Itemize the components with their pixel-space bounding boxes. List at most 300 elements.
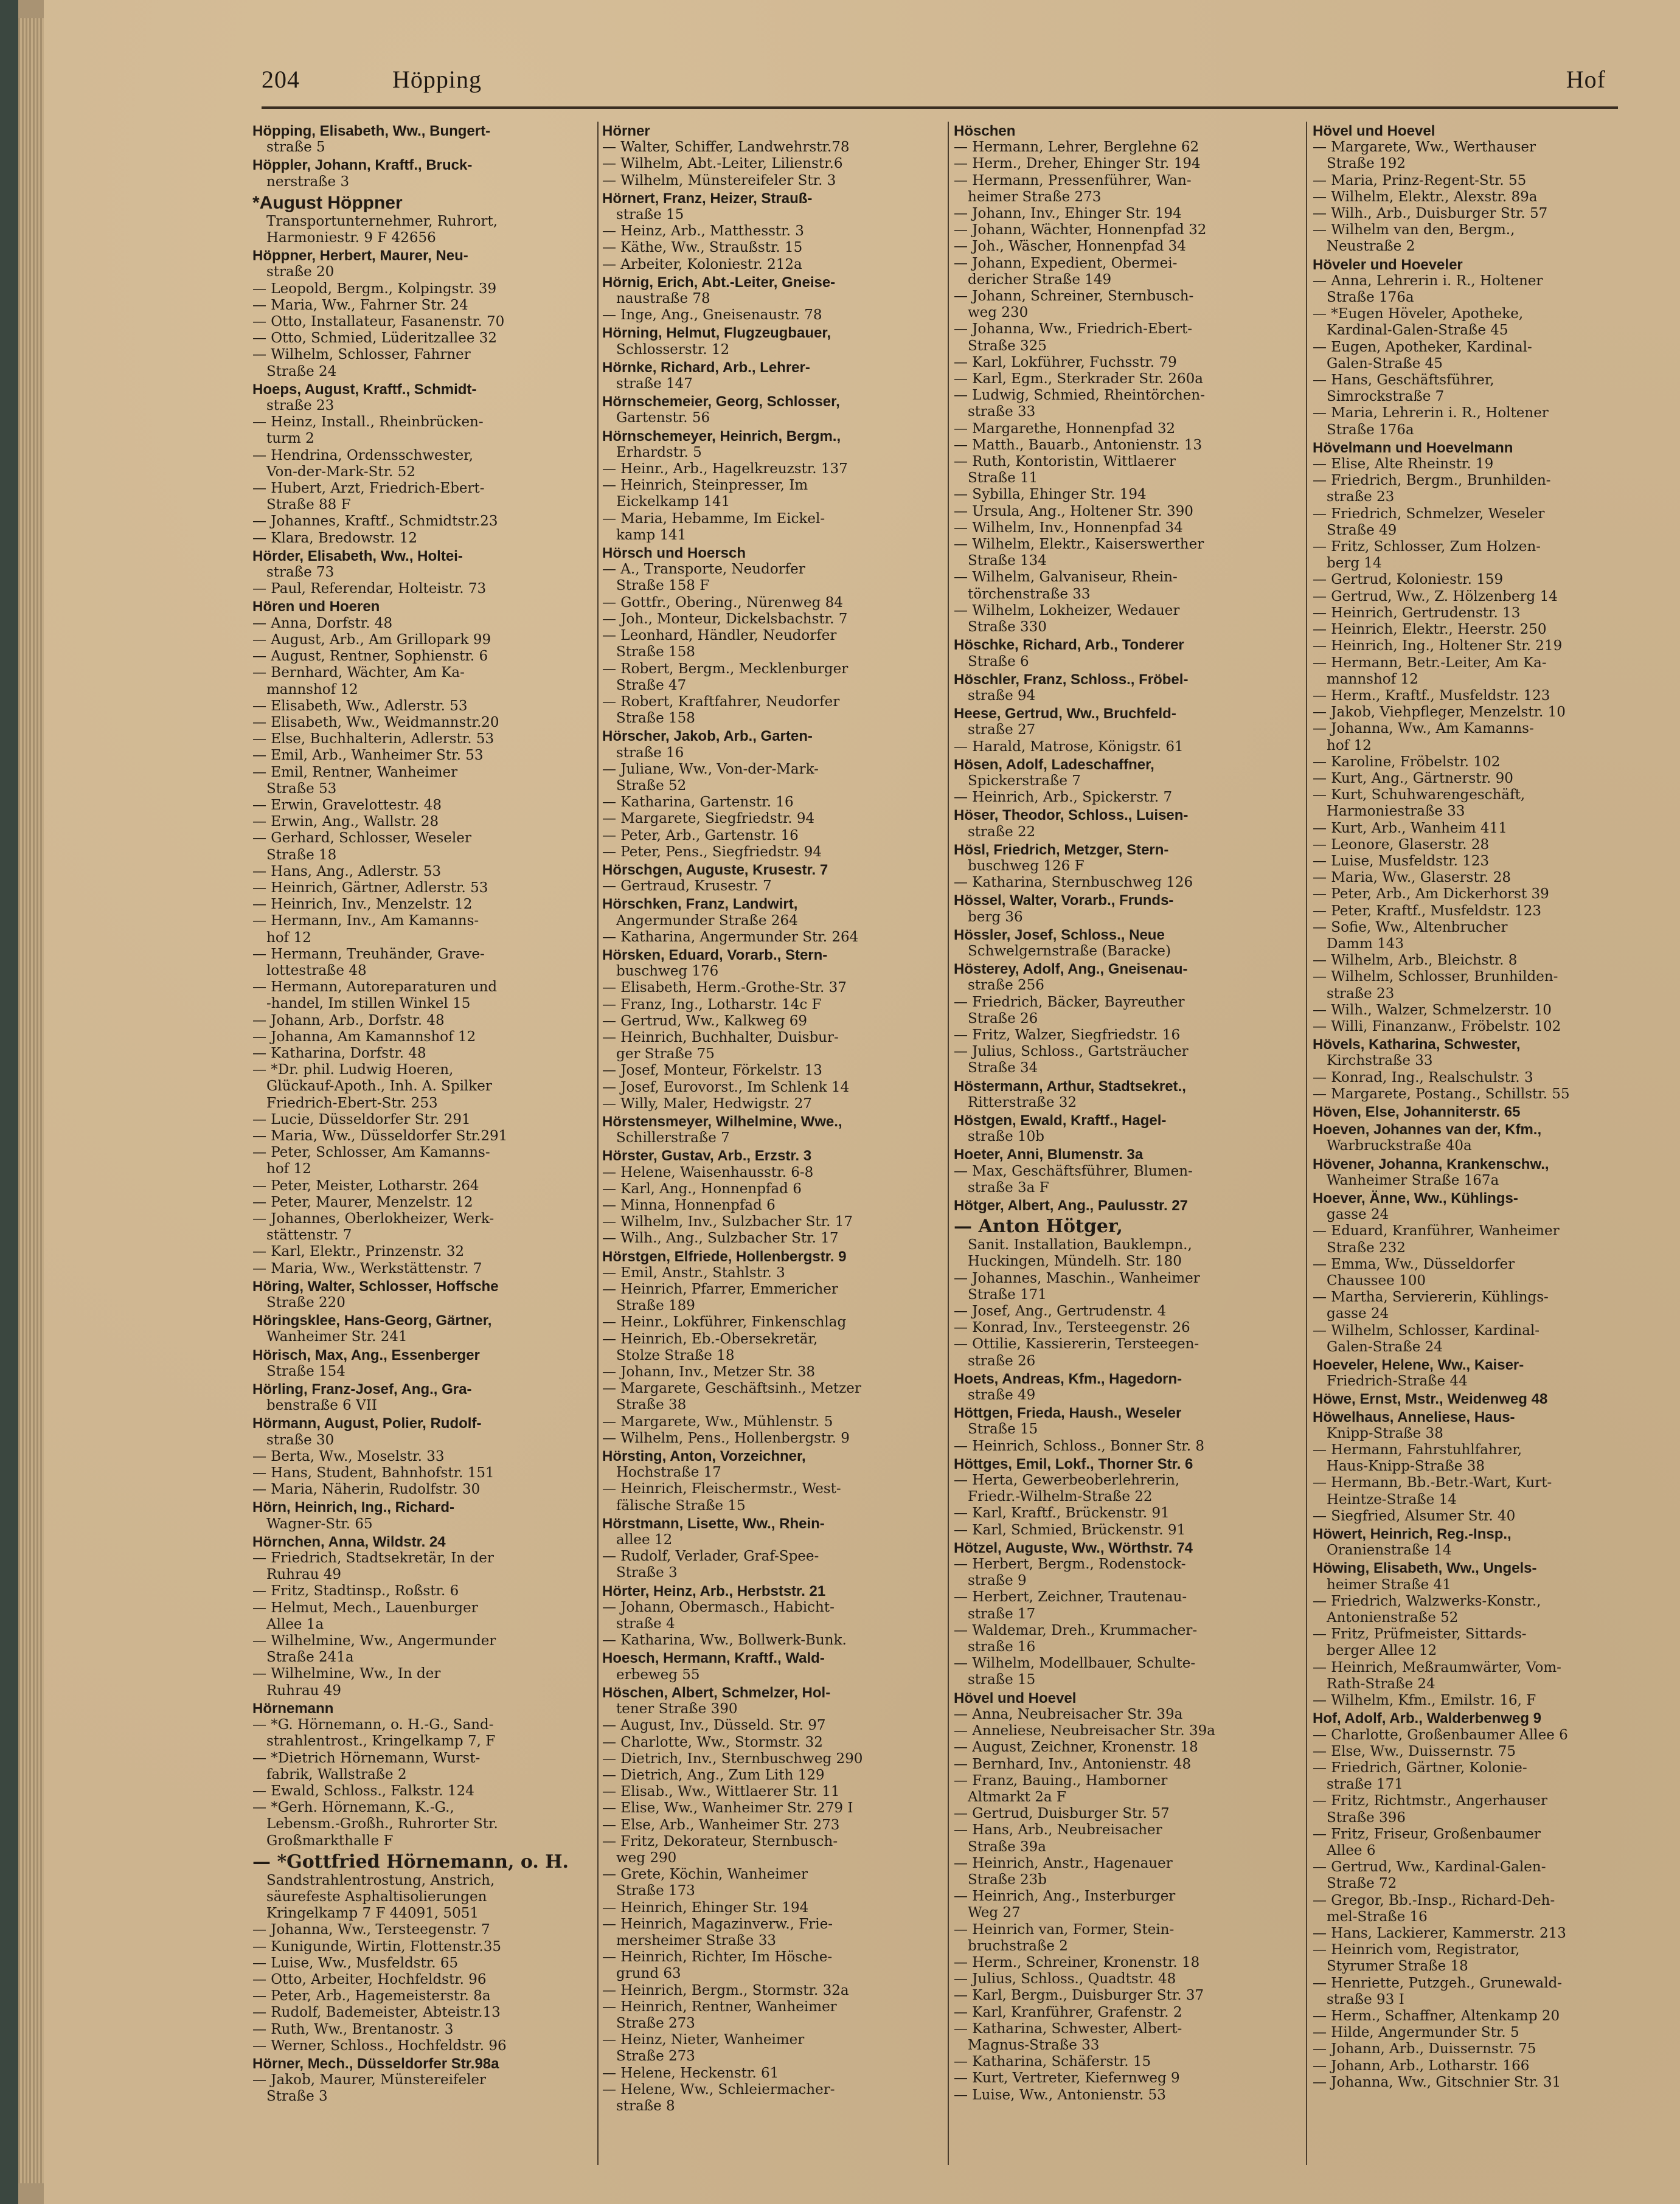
directory-entry-line: — Hermann, Autoreparaturen und — [252, 979, 498, 996]
directory-entry-line: Höser, Theodor, Schloss., Luisen- — [954, 807, 1189, 824]
directory-entry-line: Straße 3 — [602, 1565, 678, 1581]
directory-entry-line: Hof, Adolf, Arb., Walderbenweg 9 — [1313, 1710, 1542, 1727]
directory-entry-line: Hörmann, August, Polier, Rudolf- — [252, 1415, 482, 1432]
directory-entry-line: Höschen, Albert, Schmelzer, Hol- — [602, 1684, 831, 1701]
directory-entry-line: — Otto, Arbeiter, Hochfeldstr. 96 — [252, 1971, 487, 1987]
directory-entry-line: hof 12 — [1313, 737, 1372, 754]
directory-entry-line: — Willi, Finanzanw., Fröbelstr. 102 — [1313, 1018, 1561, 1034]
directory-entry-line: Hörster, Gustav, Arb., Erzstr. 3 — [602, 1148, 812, 1165]
directory-entry-line: straße 93 I — [1313, 1991, 1404, 2008]
directory-entry-line: — Karl, Schmied, Brückenstr. 91 — [954, 1522, 1186, 1538]
directory-entry-line: — Otto, Installateur, Fasanenstr. 70 — [252, 314, 505, 330]
directory-entry-line: hof 12 — [252, 929, 311, 946]
directory-entry-line: Straße 26 — [954, 1010, 1038, 1027]
directory-entry-line: — Gottfr., Obering., Nürenweg 84 — [602, 594, 843, 611]
directory-entry-line: — Gertrud, Duisburger Str. 57 — [954, 1806, 1170, 1822]
directory-entry-line: Höringsklee, Hans-Georg, Gärtner, — [252, 1312, 492, 1329]
directory-entry-line: allee 12 — [602, 1532, 673, 1548]
directory-entry-line: — Inge, Ang., Gneisenaustr. 78 — [602, 307, 822, 324]
directory-entry-line: Hövelmann und Hoevelmann — [1313, 439, 1513, 456]
directory-entry-line: Spickerstraße 7 — [954, 772, 1081, 789]
directory-entry-line: — Maria, Ww., Fahrner Str. 24 — [252, 297, 468, 313]
directory-entry-line: stättenstr. 7 — [252, 1227, 352, 1244]
directory-entry-line: — Johann, Inv., Ehinger Str. 194 — [954, 206, 1182, 222]
directory-entry-line: hof 12 — [252, 1161, 311, 1177]
directory-entry-line: — Maria, Hebamme, Im Eickel- — [602, 510, 825, 527]
directory-entry-line: — Heinz, Nieter, Wanheimer — [602, 2032, 805, 2048]
directory-entry-line: heimer Straße 41 — [1313, 1576, 1451, 1593]
directory-entry-line: — Peter, Maurer, Menzelstr. 12 — [252, 1194, 473, 1210]
directory-entry-line: — Johann, Arb., Duissernstr. 75 — [1313, 2041, 1536, 2057]
directory-entry-line: — Herm., Schreiner, Kronenstr. 18 — [954, 1954, 1200, 1970]
directory-entry-line: Hoesch, Hermann, Kraftf., Wald- — [602, 1650, 825, 1667]
directory-entry-line: — Margarethe, Honnenpfad 32 — [954, 420, 1176, 437]
directory-entry-line: — Kurt, Schuhwarengeschäft, — [1313, 787, 1526, 803]
directory-entry-line: Hörling, Franz-Josef, Ang., Gra- — [252, 1381, 472, 1398]
directory-entry-line: — Julius, Schloss., Quadtstr. 48 — [954, 1971, 1176, 1987]
directory-entry-line: Straße 325 — [954, 338, 1047, 354]
directory-entry-line: — Martha, Serviererin, Kühlings- — [1313, 1289, 1549, 1306]
directory-entry-line: — Hermann, Bb.-Betr.-Wart, Kurt- — [1313, 1475, 1552, 1491]
directory-entry-line: Straße 330 — [954, 619, 1047, 636]
directory-entry-line: Kringelkamp 7 F 44091, 5051 — [252, 1905, 479, 1922]
directory-entry-line: Hössler, Josef, Schloss., Neue — [954, 926, 1165, 943]
directory-entry-line: — Jakob, Viehpfleger, Menzelstr. 10 — [1313, 704, 1566, 721]
directory-entry-line: — Peter, Arb., Am Dickerhorst 39 — [1313, 886, 1549, 903]
directory-entry-line: fabrik, Wallstraße 2 — [252, 1766, 407, 1783]
directory-entry-line: — *G. Hörnemann, o. H.-G., Sand- — [252, 1717, 494, 1733]
directory-entry-line: — Johann, Arb., Dorfstr. 48 — [252, 1012, 445, 1028]
directory-entry-line: straße 49 — [954, 1387, 1036, 1404]
directory-entry-line: Friedr.-Wilhelm-Straße 22 — [954, 1489, 1153, 1505]
directory-entry-line: — Arbeiter, Koloniestr. 212a — [602, 256, 802, 272]
directory-entry-line: — Karoline, Fröbelstr. 102 — [1313, 754, 1501, 770]
directory-entry-line: — Erwin, Ang., Wallstr. 28 — [252, 814, 439, 830]
directory-entry-line: straße 3a F — [954, 1179, 1049, 1196]
directory-entry-line: säurefeste Asphaltisolierungen — [252, 1888, 487, 1905]
directory-entry-line: — Franz, Bauing., Hamborner — [954, 1772, 1168, 1789]
directory-entry-line: — Matth., Bauarb., Antonienstr. 13 — [954, 437, 1203, 453]
directory-entry-line: Schillerstraße 7 — [602, 1130, 730, 1146]
directory-entry-line: — Wilhelm, Inv., Sulzbacher Str. 17 — [602, 1214, 853, 1230]
directory-entry-line: — Eduard, Kranführer, Wanheimer — [1313, 1223, 1560, 1239]
directory-entry-line: — August, Zeichner, Kronenstr. 18 — [954, 1739, 1198, 1756]
directory-entry-line: — Maria, Lehrerin i. R., Holtener — [1313, 405, 1549, 421]
directory-entry-line: — Karl, Bergm., Duisburger Str. 37 — [954, 1987, 1204, 2004]
directory-entry-line: — Konrad, Inv., Tersteegenstr. 26 — [954, 1320, 1190, 1336]
directory-entry-line: Straße 176a — [1313, 421, 1414, 438]
directory-entry-line: Hochstraße 17 — [602, 1464, 721, 1481]
directory-entry-line: — Margarete, Ww., Werthauser — [1313, 139, 1536, 156]
directory-entry-line: — Helene, Waisenhausstr. 6-8 — [602, 1164, 814, 1180]
directory-entry-line: — Lucie, Düsseldorfer Str. 291 — [252, 1111, 471, 1128]
directory-entry-line: benstraße 6 VII — [252, 1398, 377, 1414]
directory-entry-line: erbeweg 55 — [602, 1666, 700, 1683]
directory-entry-line: Hörschken, Franz, Landwirt, — [602, 896, 798, 913]
directory-entry-line: Straße 189 — [602, 1298, 695, 1314]
directory-entry-line: — Max, Geschäftsführer, Blumen- — [954, 1163, 1193, 1179]
directory-entry-line: Straße 273 — [602, 2015, 695, 2031]
directory-entry-line: — Heinrich, Bergm., Stormstr. 32a — [602, 1982, 849, 1998]
directory-entry-line: Warbruckstraße 40a — [1313, 1138, 1472, 1154]
directory-entry-line: bruchstraße 2 — [954, 1938, 1068, 1954]
directory-entry-line: — Emil, Rentner, Wanheimer — [252, 764, 458, 780]
directory-entry-line: — Luise, Ww., Musfeldstr. 65 — [252, 1955, 459, 1971]
directory-entry-line: — Heinrich, Pfarrer, Emmericher — [602, 1281, 838, 1298]
directory-entry-line: straße 33 — [954, 404, 1036, 420]
directory-entry-line: — Katharina, Sternbuschweg 126 — [954, 875, 1193, 891]
directory-entry-line: Hörstmann, Lisette, Ww., Rhein- — [602, 1515, 825, 1532]
directory-entry-line: Simrockstraße 7 — [1313, 389, 1445, 405]
directory-entry-line: Harmoniestr. 9 F 42656 — [252, 230, 436, 246]
directory-entry-line: — Heinz, Arb., Matthesstr. 3 — [602, 223, 804, 240]
directory-entry-line: — Katharina, Ww., Bollwerk-Bunk. — [602, 1632, 847, 1649]
directory-entry-line: Sandstrahlentrostung, Anstrich, — [252, 1872, 495, 1888]
directory-entry-line: mersheimer Straße 33 — [602, 1932, 776, 1949]
directory-entry-line: — Joh., Monteur, Dickelsbachstr. 7 — [602, 611, 848, 627]
directory-entry-line: — Hans, Ang., Adlerstr. 53 — [252, 863, 442, 879]
directory-entry-line: Von-der-Mark-Str. 52 — [252, 463, 415, 480]
directory-entry-line: Hören und Hoeren — [252, 598, 380, 615]
directory-entry-line: Allee 1a — [252, 1616, 324, 1632]
directory-entry-line: Hörnert, Franz, Heizer, Strauß- — [602, 190, 813, 207]
directory-entry-line: — Gertrud, Ww., Kardinal-Galen- — [1313, 1859, 1546, 1876]
directory-entry-line: berger Allee 12 — [1313, 1643, 1437, 1659]
directory-entry-line: — Rudolf, Bademeister, Abteistr.13 — [252, 2005, 501, 2021]
directory-entry-line: heimer Straße 273 — [954, 189, 1102, 205]
directory-entry-line: Straße 53 — [252, 780, 337, 797]
directory-entry-line: — Heinz, Install., Rheinbrücken- — [252, 414, 484, 431]
directory-entry-line: Höpping, Elisabeth, Ww., Bungert- — [252, 123, 491, 139]
head-word-left: Höpping — [392, 66, 482, 93]
directory-entry-line: Hösen, Adolf, Ladeschaffner, — [954, 756, 1154, 773]
directory-entry-line: — August, Inv., Düsseld. Str. 97 — [602, 1717, 826, 1734]
directory-entry-line: — Johann, Obermasch., Habicht- — [602, 1599, 835, 1615]
directory-entry-line: Hötger, Albert, Ang., Paulusstr. 27 — [954, 1197, 1188, 1214]
directory-entry-line: Hövel und Hoevel — [1313, 123, 1435, 139]
directory-entry-line: straße 10b — [954, 1129, 1045, 1145]
directory-entry-line: — Katharina, Gartenstr. 16 — [602, 794, 794, 811]
directory-entry-line: — Robert, Kraftfahrer, Neudorfer — [602, 693, 840, 710]
directory-entry-line: — Peter, Pens., Siegfriedstr. 94 — [602, 844, 822, 860]
directory-entry-line: — Sofie, Ww., Altenbrucher — [1313, 919, 1508, 935]
directory-entry-line: straße 94 — [954, 687, 1036, 704]
directory-entry-line: — Johann, Expedient, Obermei- — [954, 255, 1178, 271]
directory-entry-line: straße 9 — [954, 1573, 1027, 1589]
directory-entry-line: — Peter, Arb., Gartenstr. 16 — [602, 827, 799, 844]
directory-entry-line: straße 15 — [602, 207, 684, 223]
directory-entry-line: — Friedrich, Schmelzer, Weseler — [1313, 505, 1545, 522]
directory-entry-line: — Fritz, Schlosser, Zum Holzen- — [1313, 539, 1541, 555]
directory-entry-line: — Johannes, Oberlokheizer, Werk- — [252, 1211, 495, 1227]
directory-entry-line: Hösl, Friedrich, Metzger, Stern- — [954, 841, 1169, 858]
directory-entry-line: Altmarkt 2a F — [954, 1789, 1066, 1805]
directory-entry-line: — Willy, Maler, Hedwigstr. 27 — [602, 1095, 813, 1112]
directory-entry-line: — Klara, Bredowstr. 12 — [252, 530, 418, 546]
directory-entry-line: Straße 396 — [1313, 1809, 1406, 1826]
directory-entry-line: fälische Straße 15 — [602, 1497, 746, 1514]
directory-entry-line: Straße 18 — [252, 847, 337, 863]
directory-entry-line: — Kurt, Arb., Wanheim 411 — [1313, 820, 1507, 836]
directory-entry-line: — Johannes, Maschin., Wanheimer — [954, 1270, 1200, 1286]
directory-entry-line: — Helene, Ww., Schleiermacher- — [602, 2081, 835, 2098]
directory-entry-line: straße 256 — [954, 977, 1044, 994]
directory-entry-line: — Margarete, Siegfriedstr. 94 — [602, 811, 815, 827]
directory-entry-line: — Hans, Student, Bahnhofstr. 151 — [252, 1465, 495, 1481]
directory-entry-line: Hörisch, Max, Ang., Essenberger — [252, 1346, 480, 1364]
directory-entry-line: Hörnchen, Anna, Wildstr. 24 — [252, 1533, 446, 1550]
directory-entry-line: Hörstgen, Elfriede, Hollenbergstr. 9 — [602, 1248, 847, 1265]
directory-entry-line: — Kurt, Ang., Gärtnerstr. 90 — [1313, 770, 1513, 786]
directory-entry-line: Wanheimer Str. 241 — [252, 1329, 408, 1345]
directory-entry-line: — Herm., Kraftf., Musfeldstr. 123 — [1313, 687, 1550, 704]
directory-entry-line: — Fritz, Walzer, Siegfriedstr. 16 — [954, 1027, 1181, 1043]
directory-entry-line: naustraße 78 — [602, 291, 710, 307]
directory-entry-line: Eickelkamp 141 — [602, 494, 731, 510]
directory-entry-line: — Josef, Ang., Gertrudenstr. 4 — [954, 1303, 1167, 1320]
directory-entry-line: — Peter, Meister, Lotharstr. 264 — [252, 1177, 479, 1194]
directory-entry-line: — Ursula, Ang., Holtener Str. 390 — [954, 503, 1193, 519]
directory-entry-line: — Elisabeth, Herm.-Grothe-Str. 37 — [602, 980, 847, 996]
directory-entry-line: straße 26 — [954, 1353, 1036, 1369]
directory-entry-line: turm 2 — [252, 431, 314, 447]
directory-entry-line: — Friedrich, Stadtsekretär, In der — [252, 1550, 494, 1567]
directory-entry-line: — Johannes, Kraftf., Schmidtstr.23 — [252, 513, 498, 530]
directory-entry-line: Hövel und Hoevel — [954, 1689, 1077, 1707]
directory-entry-line: Erhardstr. 5 — [602, 444, 702, 460]
directory-entry-line: Straße 273 — [602, 2048, 695, 2065]
directory-entry-line: — Helene, Heckenstr. 61 — [602, 2065, 779, 2081]
directory-entry-line: Hörnschemeier, Georg, Schlosser, — [602, 393, 840, 411]
directory-entry-line: — Bernhard, Inv., Antonienstr. 48 — [954, 1756, 1192, 1772]
directory-entry-line: — Kurt, Vertreter, Kiefernweg 9 — [954, 2070, 1180, 2087]
head-word-right: Hof — [1566, 66, 1606, 93]
directory-entry-line: straße 171 — [1313, 1776, 1403, 1793]
directory-entry-line: — Else, Ww., Duissernstr. 75 — [1313, 1743, 1516, 1759]
directory-entry-line: — Margarete, Ww., Mühlenstr. 5 — [602, 1413, 833, 1430]
directory-entry-line: straße 27 — [954, 722, 1036, 738]
directory-entry-line: — Wilhelm, Schlosser, Brunhilden- — [1313, 969, 1558, 985]
directory-entry-line: — Friedrich, Walzwerks-Konstr., — [1313, 1593, 1541, 1609]
directory-entry-line: — Katharina, Schäferstr. 15 — [954, 2054, 1151, 2070]
directory-entry-line: Straße 176a — [1313, 289, 1414, 306]
directory-entry-line: — Heinrich, Meßraumwärter, Vom- — [1313, 1659, 1561, 1676]
directory-entry-line: Hösterey, Adolf, Ang., Gneisenau- — [954, 961, 1188, 978]
directory-entry-line: — Rudolf, Verlader, Graf-Spee- — [602, 1548, 819, 1565]
directory-entry-line: — Leonore, Glaserstr. 28 — [1313, 836, 1490, 853]
column-rule — [1306, 122, 1307, 2165]
directory-entry-line: — Karl, Elektr., Prinzenstr. 32 — [252, 1244, 465, 1260]
directory-entry-line: Wagner-Str. 65 — [252, 1516, 373, 1532]
directory-entry-line: Straße 34 — [954, 1060, 1038, 1076]
directory-entry-line: — Katharina, Dorfstr. 48 — [252, 1045, 426, 1061]
directory-entry-line: Straße 15 — [954, 1421, 1038, 1438]
directory-entry-line: Höwe, Ernst, Mstr., Weidenweg 48 — [1313, 1391, 1548, 1408]
directory-entry-line: Straße 154 — [252, 1363, 345, 1379]
directory-entry-line: straße 23 — [252, 398, 335, 414]
directory-entry-line: — Otto, Schmied, Lüderitzallee 32 — [252, 330, 498, 347]
directory-entry-line: — Wilhelm, Arb., Bleichstr. 8 — [1313, 952, 1518, 969]
directory-entry-line: — Johanna, Ww., Gitschnier Str. 31 — [1313, 2074, 1561, 2090]
directory-entry-line: — Robert, Bergm., Mecklenburger — [602, 660, 849, 677]
directory-entry-line: Straße 134 — [954, 553, 1047, 569]
directory-entry-line: — *Dietrich Hörnemann, Wurst- — [252, 1750, 481, 1766]
directory-entry-line: — Johann, Arb., Lotharstr. 166 — [1313, 2057, 1530, 2074]
directory-entry-line: — Elise, Ww., Wanheimer Str. 279 I — [602, 1800, 853, 1817]
directory-entry-line: lottestraße 48 — [252, 962, 367, 979]
directory-entry-line: — Heinrich, Anstr., Hagenauer — [954, 1855, 1173, 1871]
directory-entry-line: Straße 49 — [1313, 522, 1397, 538]
directory-entry-line: Schwelgernstraße (Baracke) — [954, 943, 1171, 959]
directory-entry-line: Straße 39a — [954, 1838, 1046, 1855]
directory-entry-line: — Wilh., Ang., Sulzbacher Str. 17 — [602, 1230, 839, 1247]
directory-column-3 — [954, 122, 1296, 2177]
directory-entry-line: — Käthe, Ww., Straußstr. 15 — [602, 240, 803, 256]
directory-entry-line: Ruhrau 49 — [252, 1567, 342, 1583]
directory-entry-line: — Ruth, Kontoristin, Wittlaerer — [954, 454, 1176, 470]
directory-entry-line: — Anna, Dorfstr. 48 — [252, 615, 393, 631]
directory-entry-line: Galen-Straße 45 — [1313, 355, 1443, 372]
directory-entry-line: — Hans, Lackierer, Kammerstr. 213 — [1313, 1925, 1566, 1941]
directory-entry-line: straße 147 — [602, 376, 693, 392]
directory-entry-line: Höwing, Elisabeth, Ww., Ungels- — [1313, 1560, 1537, 1577]
directory-entry-line: Straße 158 — [602, 644, 695, 660]
directory-entry-line: — Juliane, Ww., Von-der-Mark- — [602, 761, 819, 777]
directory-entry-line: Kirchstraße 33 — [1313, 1053, 1433, 1069]
directory-entry-line: — Siegfried, Alsumer Str. 40 — [1313, 1508, 1516, 1524]
directory-entry-line: — Heinrich, Richter, Im Hösche- — [602, 1949, 833, 1966]
directory-entry-line: — Johanna, Ww., Am Kamanns- — [1313, 721, 1534, 737]
directory-entry-line: — Leonhard, Händler, Neudorfer — [602, 628, 837, 644]
directory-entry-line: — Wilhelm, Lokheizer, Wedauer — [954, 602, 1180, 619]
directory-entry-line: Höppler, Johann, Kraftf., Bruck- — [252, 157, 473, 174]
directory-entry-line: — Margarete, Postang., Schillstr. 55 — [1313, 1086, 1570, 1102]
directory-entry-line: — Luise, Musfeldstr. 123 — [1313, 853, 1490, 869]
directory-entry-line: mannshof 12 — [252, 681, 358, 698]
directory-entry-line: — Waldemar, Dreh., Krummacher- — [954, 1622, 1198, 1638]
directory-entry-line: — Margarete, Geschäftsinh., Metzer — [602, 1381, 861, 1397]
directory-entry-line: — Karl, Lokführer, Fuchsstr. 79 — [954, 354, 1177, 370]
directory-entry-line: straße 23 — [1313, 489, 1395, 505]
directory-entry-line: kamp 141 — [602, 527, 687, 543]
directory-entry-line: — Joh., Wäscher, Honnenpfad 34 — [954, 238, 1186, 255]
directory-entry-line: — Friedrich, Gärtner, Kolonie- — [1313, 1759, 1527, 1776]
directory-entry-line: Straße 47 — [602, 677, 687, 693]
directory-entry-line: — Sybilla, Ehinger Str. 194 — [954, 487, 1147, 503]
directory-entry-line: — Else, Arb., Wanheimer Str. 273 — [602, 1817, 840, 1833]
directory-column-2 — [602, 122, 943, 2177]
directory-entry-line: Harmoniestraße 33 — [1313, 803, 1465, 820]
directory-entry-line: — Wilhelm, Modellbauer, Schulte- — [954, 1655, 1196, 1672]
directory-entry-line: Ritterstraße 32 — [954, 1094, 1077, 1111]
directory-entry-line: — Fritz, Prüfmeister, Sittards- — [1313, 1626, 1527, 1643]
directory-entry-line: — Heinrich, Eb.-Obersekretär, — [602, 1331, 818, 1347]
directory-entry-line: — Erwin, Gravelottestr. 48 — [252, 797, 442, 813]
directory-entry-line: Straße 173 — [602, 1883, 695, 1899]
directory-entry-line: — Herbert, Bergm., Rodenstock- — [954, 1556, 1186, 1573]
directory-entry-line: Damm 143 — [1313, 935, 1404, 952]
directory-entry-line: — Wilhelmine, Ww., In der — [252, 1666, 441, 1682]
directory-entry-line: Hörnig, Erich, Abt.-Leiter, Gneise- — [602, 274, 836, 291]
directory-entry-line: grund 63 — [602, 1966, 681, 1982]
directory-entry-line: — Hermann, Betr.-Leiter, Am Ka- — [1313, 654, 1547, 671]
directory-entry-line: — Fritz, Stadtinsp., Roßstr. 6 — [252, 1583, 459, 1599]
directory-entry-line: Friedrich-Ebert-Str. 253 — [252, 1095, 438, 1111]
directory-entry-line: straße 8 — [602, 2098, 675, 2114]
directory-entry-line: Straße 171 — [954, 1286, 1047, 1303]
directory-entry-line: Heese, Gertrud, Ww., Bruchfeld- — [954, 705, 1176, 723]
directory-entry-line: Hötzel, Auguste, Ww., Wörthstr. 74 — [954, 1539, 1193, 1556]
directory-entry-line: gasse 24 — [1313, 1207, 1389, 1223]
directory-entry-line: Hörsken, Eduard, Vorarb., Stern- — [602, 946, 828, 963]
directory-entry-line: — Josef, Eurovorst., Im Schlenk 14 — [602, 1079, 850, 1095]
directory-entry-line: — Herm., Schaffner, Altenkamp 20 — [1313, 2008, 1560, 2024]
directory-entry-line: — Hermann, Pressenführer, Wan- — [954, 172, 1192, 189]
directory-entry-line: — Hermann, Treuhänder, Grave- — [252, 946, 485, 962]
directory-entry-line: — Wilh., Arb., Duisburger Str. 57 — [1313, 206, 1548, 222]
directory-entry-line: — Walter, Schiffer, Landwehrstr.78 — [602, 139, 850, 156]
directory-entry-line: — Ewald, Schloss., Falkstr. 124 — [252, 1783, 474, 1799]
directory-entry-line: Hörnke, Richard, Arb., Lehrer- — [602, 359, 810, 376]
directory-entry-line: — Johann, Schreiner, Sternbusch- — [954, 288, 1194, 305]
directory-entry-line: straße 5 — [252, 139, 325, 156]
directory-entry-line: — Karl, Kranführer, Grafenstr. 2 — [954, 2004, 1182, 2020]
directory-entry-line: — Else, Buchhalterin, Adlerstr. 53 — [252, 731, 495, 747]
directory-entry-line: Hoets, Andreas, Kfm., Hagedorn- — [954, 1370, 1182, 1387]
directory-entry-line: straße 15 — [954, 1672, 1036, 1688]
directory-entry-line: — Gertraud, Krusestr. 7 — [602, 878, 772, 895]
directory-entry-line: straße 16 — [954, 1639, 1036, 1655]
directory-entry-line: — Johann, Inv., Metzer Str. 38 — [602, 1364, 816, 1381]
directory-entry-line: — Hubert, Arzt, Friedrich-Ebert- — [252, 480, 485, 497]
directory-column-1 — [252, 122, 593, 2177]
directory-entry-line: — Heinrich, Ang., Insterburger — [954, 1888, 1176, 1905]
directory-entry-line: Angermunder Straße 264 — [602, 912, 798, 929]
directory-entry-line: — Johanna, Ww., Tersteegenstr. 7 — [252, 1922, 490, 1938]
directory-entry-line: — Wilhelm van den, Bergm., — [1313, 222, 1515, 238]
directory-entry-line: straße 23 — [1313, 985, 1395, 1002]
directory-entry-line: — Helmut, Mech., Lauenburger — [252, 1599, 478, 1616]
directory-entry-line: Höveler und Hoeveler — [1313, 256, 1463, 273]
directory-entry-line: straße 17 — [954, 1606, 1036, 1622]
directory-entry-line: — Heinrich, Rentner, Wanheimer — [602, 1998, 837, 2015]
directory-entry-line: — Wilhelm, Elektr., Alexstr. 89a — [1313, 189, 1538, 205]
directory-entry-line: — Friedrich, Bergm., Brunhilden- — [1313, 473, 1551, 489]
directory-entry-line: Höstgen, Ewald, Kraftf., Hagel- — [954, 1112, 1167, 1129]
directory-entry-line: — Herbert, Zeichner, Trautenau- — [954, 1589, 1187, 1606]
directory-entry-line: — Maria, Prinz-Regent-Str. 55 — [1313, 172, 1527, 189]
directory-entry-line: Straße 158 F — [602, 578, 710, 594]
directory-entry-line: — Johanna, Am Kamannshof 12 — [252, 1028, 476, 1045]
directory-entry-line: — Heinrich vom, Registrator, — [1313, 1942, 1520, 1958]
directory-entry-line: — Charlotte, Ww., Stormstr. 32 — [602, 1734, 823, 1750]
directory-entry-line: berg 36 — [954, 909, 1023, 925]
directory-entry-line: — Elisabeth, Ww., Adlerstr. 53 — [252, 698, 468, 714]
directory-entry-line: Höstermann, Arthur, Stadtsekret., — [954, 1078, 1186, 1095]
directory-entry-line: buschweg 176 — [602, 963, 719, 980]
directory-entry-line: — Heinrich, Ehinger Str. 194 — [602, 1899, 809, 1916]
directory-entry-line: — Wilhelm, Kfm., Emilstr. 16, F — [1313, 1693, 1536, 1709]
directory-entry-line: — Dietrich, Ang., Zum Lith 129 — [602, 1767, 825, 1783]
directory-entry-line: Höschke, Richard, Arb., Tonderer — [954, 637, 1184, 654]
directory-entry-line: Kardinal-Galen-Straße 45 — [1313, 322, 1508, 339]
directory-entry-line: Hörner — [602, 123, 650, 139]
directory-entry-line: Hoever, Änne, Ww., Kühlings- — [1313, 1190, 1518, 1207]
column-rule — [948, 122, 949, 2165]
directory-entry-line: strahlentrost., Kringelkamp 7, F — [252, 1733, 496, 1750]
directory-entry-line: Hössel, Walter, Vorarb., Frunds- — [954, 892, 1174, 909]
directory-entry-line: Stolze Straße 18 — [602, 1347, 735, 1364]
